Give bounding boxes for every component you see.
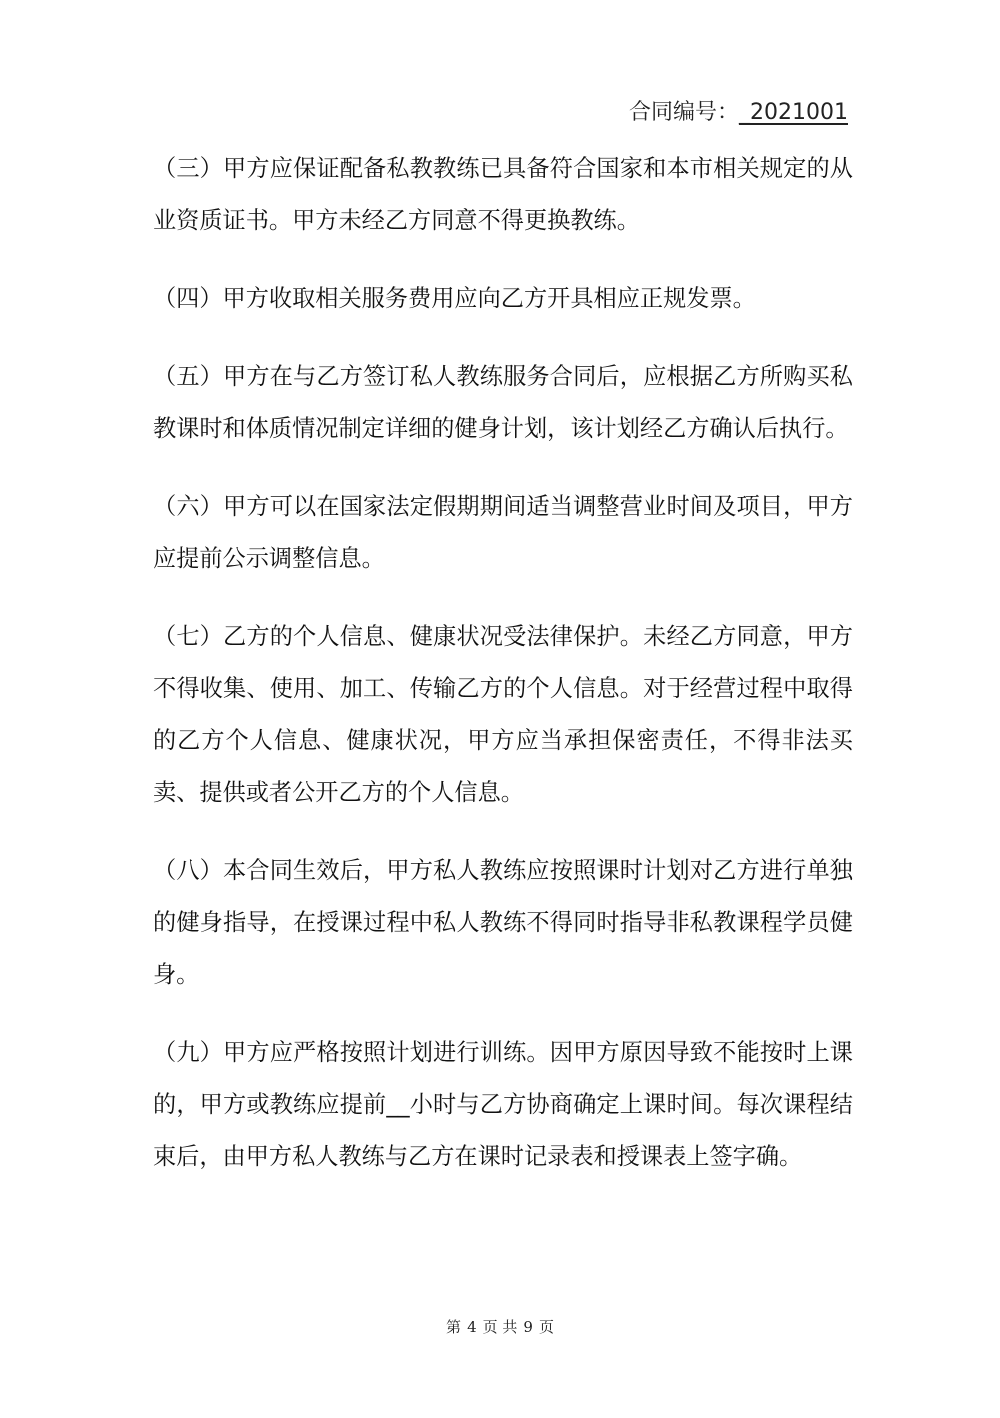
- current-page-number: 4: [467, 1318, 477, 1336]
- clause-5: （五）甲方在与乙方签订私人教练服务合同后，应根据乙方所购买私教课时和体质情况制定详细的健身计划，该计划经乙方确认后执行。: [153, 363, 853, 442]
- contract-number-value: _2021001: [739, 100, 848, 125]
- contract-number-label: 合同编号：: [629, 100, 740, 125]
- page-prefix: 第: [446, 1318, 462, 1336]
- contract-number: [629, 98, 848, 128]
- page-mid: 页 共: [482, 1318, 518, 1336]
- page-footer: [0, 1316, 1000, 1337]
- total-pages-number: 9: [523, 1318, 533, 1336]
- clause-9: （九）甲方应严格按照计划进行训练。因甲方原因导致不能按时上课的，甲方或教练应提前__小时与乙方协商确定上课时间。每次课程结束后，由甲方私人教练与乙方在课时记录表和授课表上签字确。: [153, 1039, 853, 1170]
- clause-7: （七）乙方的个人信息、健康状况受法律保护。未经乙方同意，甲方不得收集、使用、加工、传输乙方的个人信息。对于经营过程中取得的乙方个人信息、健康状况，甲方应当承担保密责任，不得非法买卖、提供或者公开乙方的个人信息。: [153, 623, 853, 806]
- clause-3: （三）甲方应保证配备私教教练已具备符合国家和本市相关规定的从业资质证书。甲方未经乙方同意不得更换教练。: [153, 155, 853, 234]
- clause-4: （四）甲方收取相关服务费用应向乙方开具相应正规发票。: [153, 285, 756, 312]
- clause-8: （八）本合同生效后，甲方私人教练应按照课时计划对乙方进行单独的健身指导，在授课过程中私人教练不得同时指导非私教课程学员健身。: [153, 857, 853, 988]
- document-body: [153, 143, 853, 1209]
- clause-6: （六）甲方可以在国家法定假期期间适当调整营业时间及项目，甲方应提前公示调整信息。: [153, 493, 853, 572]
- page-suffix: 页: [538, 1318, 554, 1336]
